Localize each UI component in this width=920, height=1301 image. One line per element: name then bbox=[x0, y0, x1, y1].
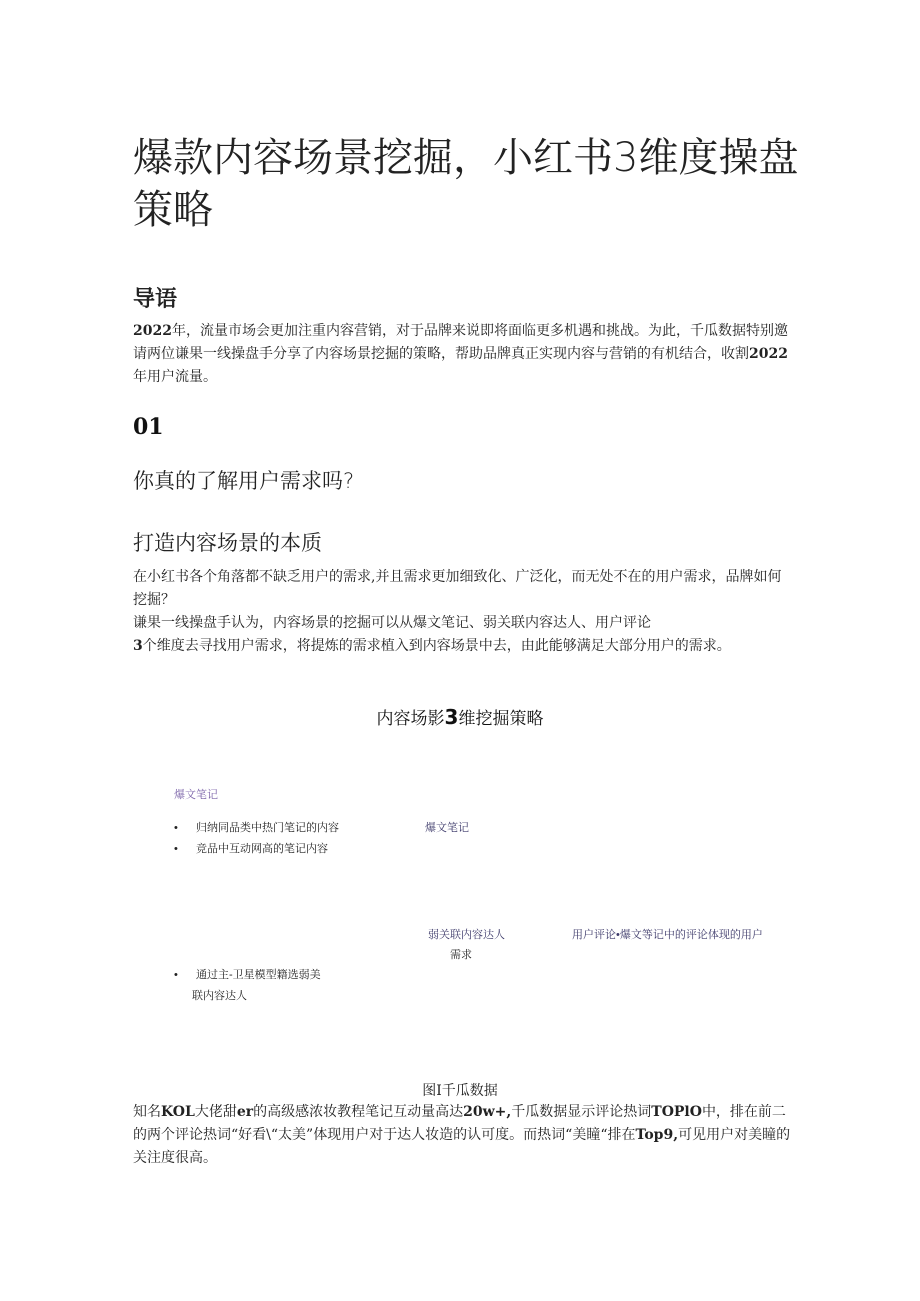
figure-caption: 图I千瓜数据 bbox=[422, 1083, 498, 1099]
body1-number: 3 bbox=[133, 638, 143, 654]
guide-heading: 导语 bbox=[133, 287, 178, 312]
body2-part-5: 中，排在前二的两个评论热词“好看\“太美”体现用户对于达人妆造的认可度。而热词“美瞳“排在 bbox=[133, 1104, 786, 1143]
body2-part-2: 大佬甜 bbox=[194, 1104, 237, 1120]
article-title: 爆款内容场景挖掘，小红书3维度操盘策略 bbox=[133, 135, 799, 233]
diagram-title-num: 3 bbox=[444, 705, 459, 729]
body1-line-1: 在小红书各个角落都不缺乏用户的需求,并且需求更加细致化、广泛化，而无处不在的用户需求，品牌如何挖掘？ bbox=[133, 569, 782, 608]
body2-part-1: 知名 bbox=[133, 1104, 161, 1120]
diagram-bullet-3-line-2: 联内容达人 bbox=[192, 990, 247, 1002]
body2-part-3: 的高级感浓妆教程笔记互动量高达 bbox=[253, 1104, 464, 1120]
section-number: 01 bbox=[133, 414, 164, 440]
diagram-label-weak-kol: 弱关联内容达人 bbox=[428, 929, 505, 941]
body1-line-3: 个维度去寻找用户需求，将提炼的需求植入到内容场景中去，由此能够满足大部分用户的需求。 bbox=[142, 638, 731, 654]
intro-text-1: 年，流量市场会更加注重内容营销，对于品牌来说即将面临更多机遇和挑战。为此，千瓜数据特别邀请两位谦果一线操盘手分享了内容场景挖掘的策略，帮助品牌真正实现内容与营销的有机结合，收割 bbox=[133, 323, 788, 362]
body-paragraph-1 bbox=[133, 566, 793, 658]
body2-kol: KOL bbox=[161, 1104, 195, 1120]
body2-number: 20w+, bbox=[463, 1104, 512, 1120]
diagram-bullet-3 bbox=[174, 966, 321, 982]
body2-er: er bbox=[236, 1104, 254, 1120]
diagram-title-post: 维挖掘策略 bbox=[458, 709, 544, 729]
diagram-bullet-2 bbox=[174, 840, 328, 856]
body2-part-4: 千瓜数据显示评论热词 bbox=[511, 1104, 652, 1120]
intro-year-2: 2022 bbox=[749, 346, 788, 362]
bullet-dot: • bbox=[174, 843, 178, 855]
section-question: 你真的了解用户需求吗? bbox=[133, 469, 355, 493]
body2-part-6: 可见用户对美瞳的关注度很高。 bbox=[133, 1127, 791, 1166]
diagram-bullet-1 bbox=[174, 819, 339, 835]
intro-paragraph bbox=[133, 320, 793, 389]
diagram-bullet-3-text: 通过主-卫星模型籍选弱美 bbox=[196, 969, 321, 981]
bullet-dot: • bbox=[174, 822, 178, 834]
intro-year-1: 2022 bbox=[133, 323, 172, 339]
diagram-bullet-2-text: 竞品中互动网高的笔记内容 bbox=[196, 843, 328, 855]
diagram-title-pre: 内容场影 bbox=[376, 709, 445, 729]
body2-top9: Top9, bbox=[635, 1127, 679, 1143]
intro-text-2: 年用户流量。 bbox=[133, 369, 217, 385]
body1-line-2: 谦果一线操盘手认为，内容场景的挖掘可以从爆文笔记、弱关联内容达人、用户评论 bbox=[133, 615, 651, 631]
diagram-bullet-1-text: 归纳同品类中热门笔记的内容 bbox=[196, 822, 339, 834]
body2-top: TOPlO bbox=[651, 1104, 702, 1120]
bullet-dot: • bbox=[174, 969, 178, 981]
diagram-label-user-comments: 用户评论•爆文等记中的评论体现的用户 bbox=[572, 929, 763, 941]
body-paragraph-2 bbox=[133, 1101, 793, 1170]
section-subheading: 打造内容场景的本质 bbox=[133, 531, 322, 555]
diagram-label-hot-notes-center: 爆文笔记 bbox=[425, 822, 469, 834]
diagram-title bbox=[0, 704, 920, 729]
diagram-label-hot-notes-left: 爆文笔记 bbox=[174, 789, 218, 801]
diagram-label-weak-kol-line-2: 需求 bbox=[450, 949, 472, 961]
